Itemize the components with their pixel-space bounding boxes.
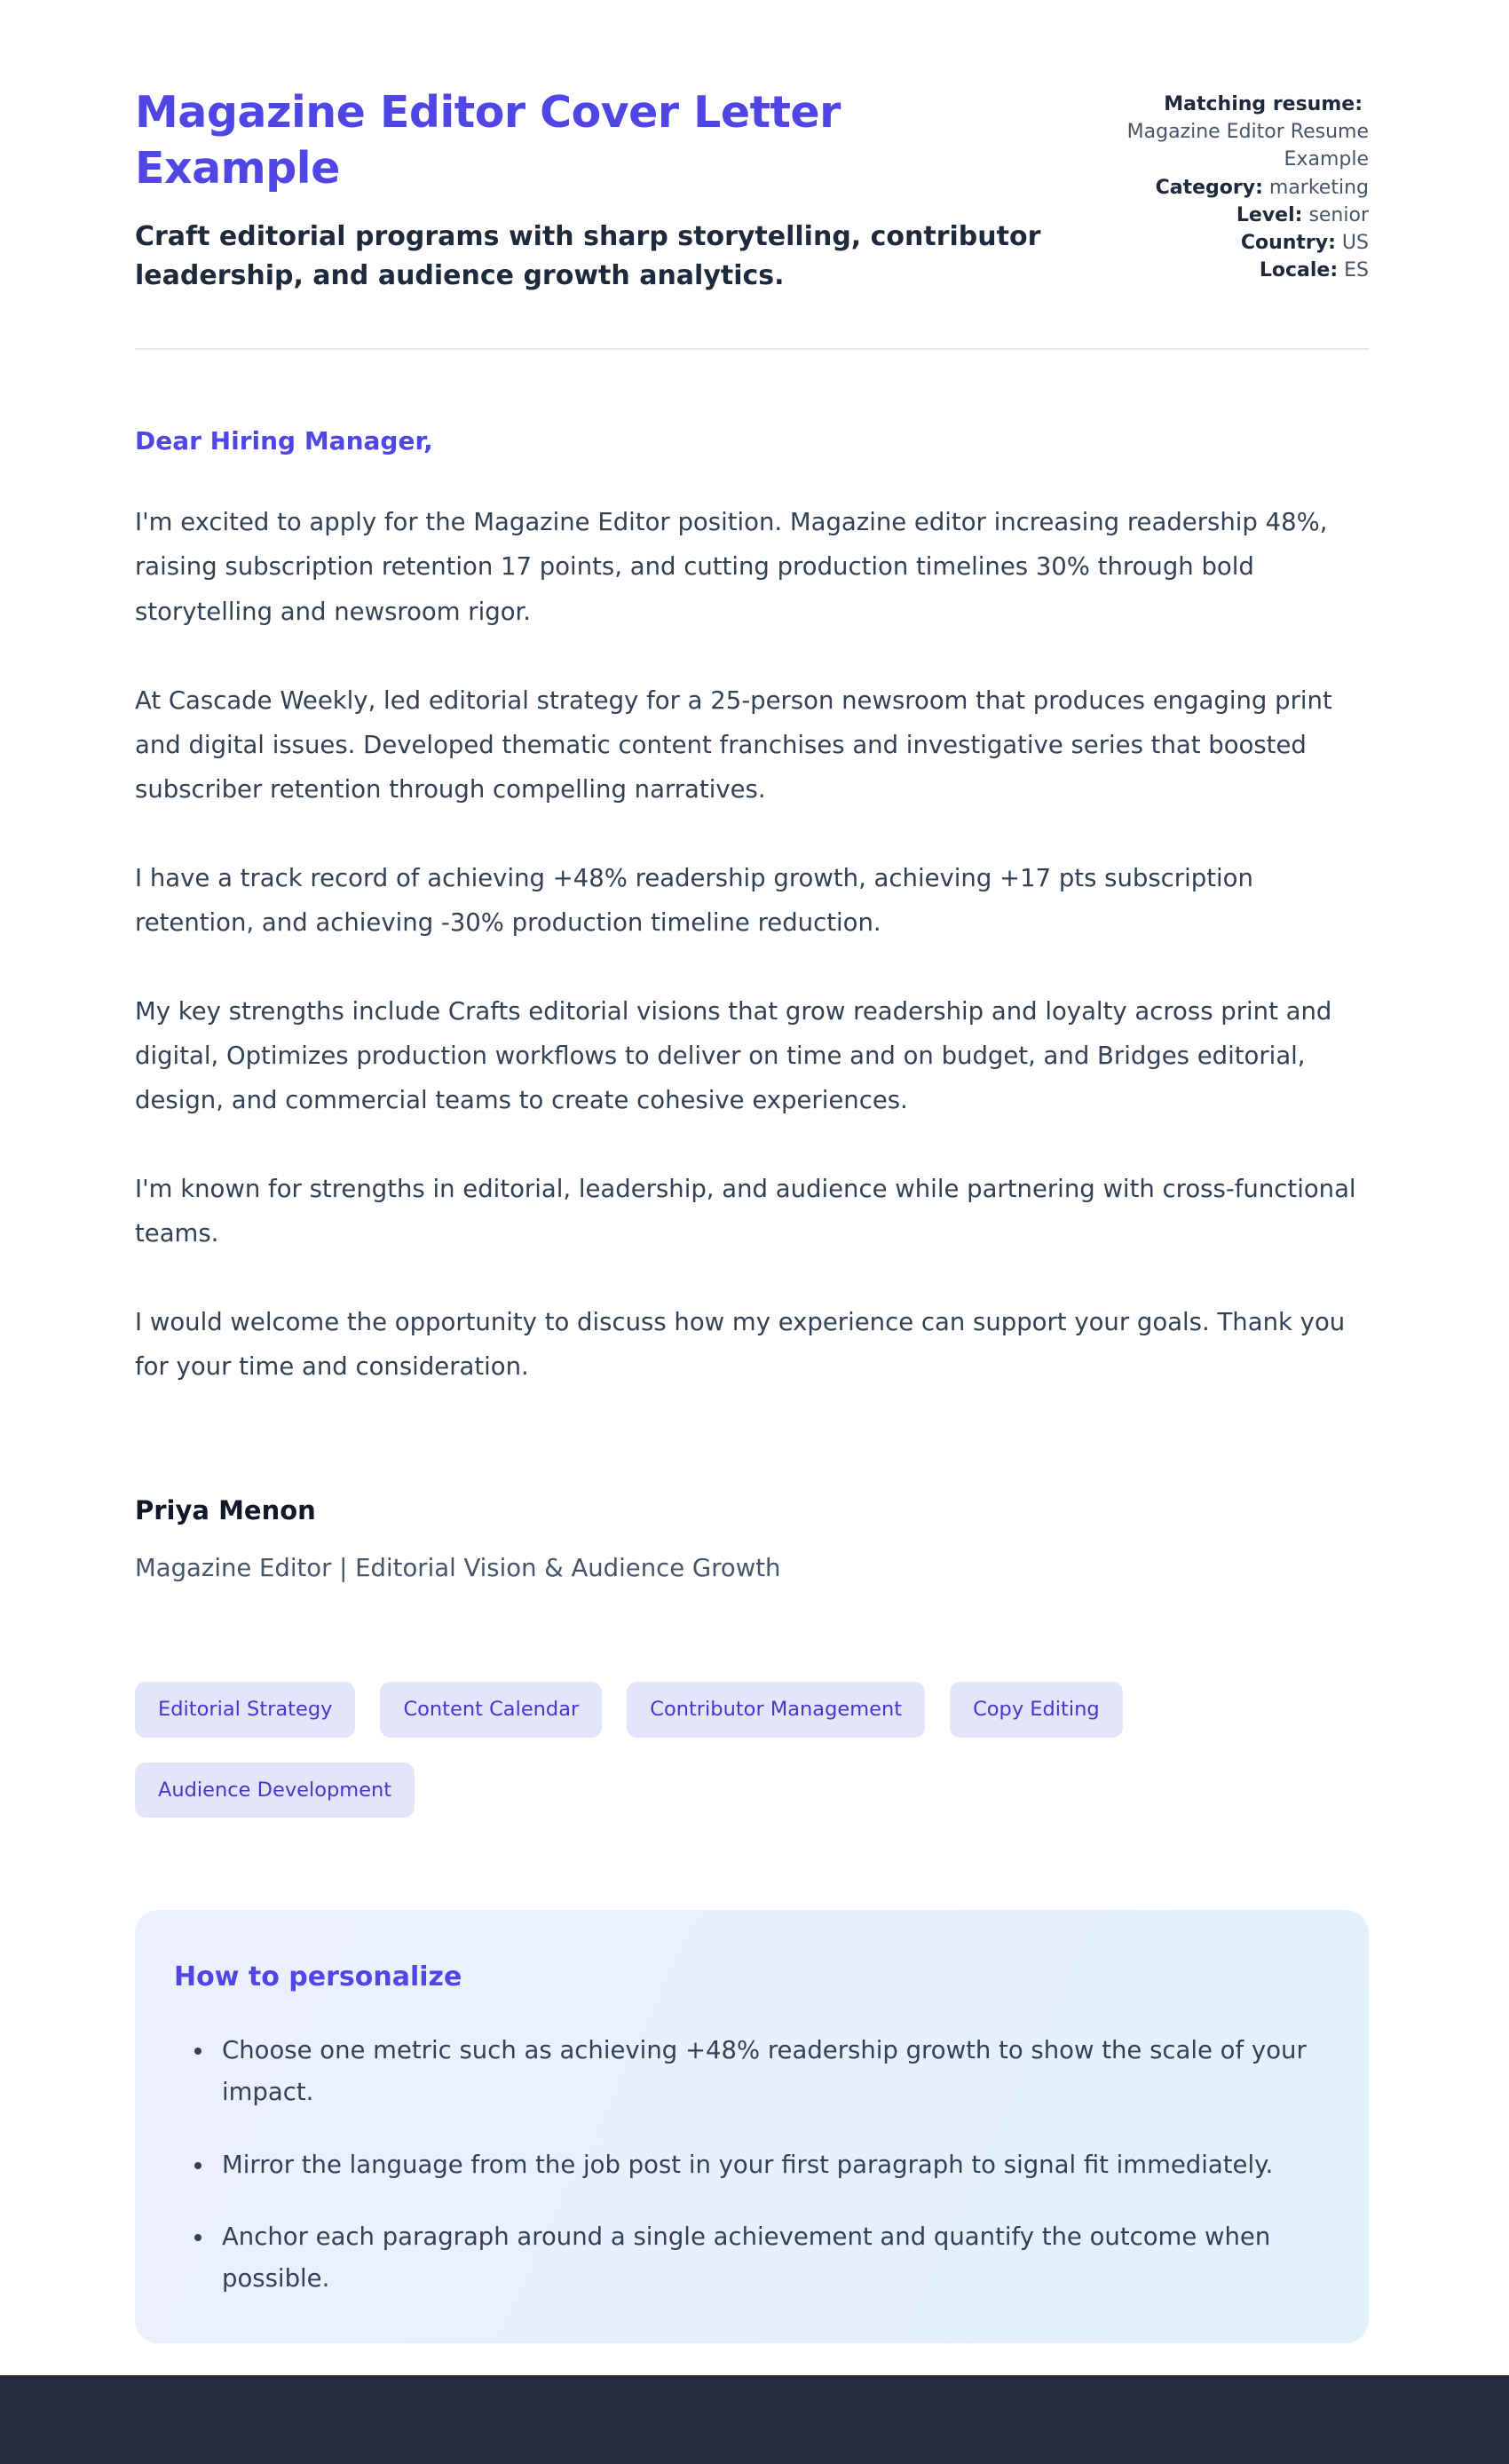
letter-paragraph: I have a track record of achieving +48% readership growth, achieving +17 pts subscription retention, and achieving -30% production timeline reduction. xyxy=(135,863,1253,937)
meta-country-row xyxy=(1102,229,1369,257)
title-block xyxy=(135,85,1058,295)
salutation: Dear Hiring Manager, xyxy=(135,426,433,456)
meta-country-label: Country: xyxy=(1240,232,1336,255)
matching-resume-label-row xyxy=(1102,91,1369,118)
page-subtitle: Craft editorial programs with sharp storytelling, contributor leadership, and audience growth analytics. xyxy=(135,221,1041,291)
tag-content-calendar[interactable]: Content Calendar xyxy=(380,1682,602,1738)
meta-level-row xyxy=(1102,202,1369,229)
letter-paragraph: I'm excited to apply for the Magazine Editor position. Magazine editor increasing readership 48%, raising subscription retention 17 points, and cutting production timelines 30% through bold storytelling and newsroom rigor. xyxy=(135,508,1328,626)
tag-audience-development[interactable]: Audience Development xyxy=(135,1763,415,1818)
personalize-title: How to personalize xyxy=(174,1961,462,1993)
meta-category-label: Category: xyxy=(1155,176,1263,199)
meta-locale-row xyxy=(1102,257,1369,284)
personalize-bullet: • Choose one metric such as achieving +48% readership growth to show the scale of your impact. xyxy=(215,2030,1319,2114)
matching-resume-label: Matching resume: xyxy=(1164,93,1363,115)
meta-locale-label: Locale: xyxy=(1259,259,1339,282)
meta-locale-value: ES xyxy=(1344,259,1369,282)
personalize-bullet: • Anchor each paragraph around a single achievement and quantify the outcome when possible. xyxy=(215,2216,1319,2301)
meta-level-value: senior xyxy=(1308,203,1369,226)
resume-meta xyxy=(1102,85,1369,295)
signature-name: Priya Menon xyxy=(135,1495,316,1526)
matching-resume-value: Magazine Editor Resume Example xyxy=(1126,121,1369,171)
footer-bar xyxy=(0,2375,1509,2464)
tag-contributor-management[interactable]: Contributor Management xyxy=(627,1682,925,1738)
meta-category-row xyxy=(1102,174,1369,202)
personalize-bullet: • Mirror the language from the job post in your first paragraph to signal fit immediately. xyxy=(215,2144,1319,2186)
meta-level-label: Level: xyxy=(1236,203,1303,226)
letter-paragraph: I'm known for strengths in editorial, leadership, and audience while partnering with cross-functional teams. xyxy=(135,1174,1356,1248)
tag-copy-editing[interactable]: Copy Editing xyxy=(950,1682,1123,1738)
meta-category-value: marketing xyxy=(1268,176,1369,199)
header xyxy=(135,85,1369,295)
signature-block xyxy=(135,1495,1369,1582)
meta-country-value: US xyxy=(1341,232,1369,255)
skill-tags xyxy=(135,1682,1156,1818)
letter-paragraph: My key strengths include Crafts editorial visions that grow readership and loyalty across print and digital, Optimizes production workflows to deliver on time and on budget, and Bridges editorial, design, and commercial teams to create cohesive experiences. xyxy=(135,996,1332,1114)
letter-paragraph: At Cascade Weekly, led editorial strategy for a 25-person newsroom that produces engaging print and digital issues. Developed thematic content franchises and investigative series that boosted subscriber retention through compelling narratives. xyxy=(135,685,1332,804)
header-divider xyxy=(135,348,1369,350)
page-title: Magazine Editor Cover Letter Example xyxy=(135,87,841,194)
personalize-box xyxy=(135,1910,1369,2342)
personalize-list xyxy=(174,2030,1319,2300)
letter-paragraph: I would welcome the opportunity to discuss how my experience can support your goals. Thank you for your time and consideration. xyxy=(135,1308,1346,1382)
signature-title: Magazine Editor | Editorial Vision & Audience Growth xyxy=(135,1554,781,1583)
tag-editorial-strategy[interactable]: Editorial Strategy xyxy=(135,1682,355,1738)
